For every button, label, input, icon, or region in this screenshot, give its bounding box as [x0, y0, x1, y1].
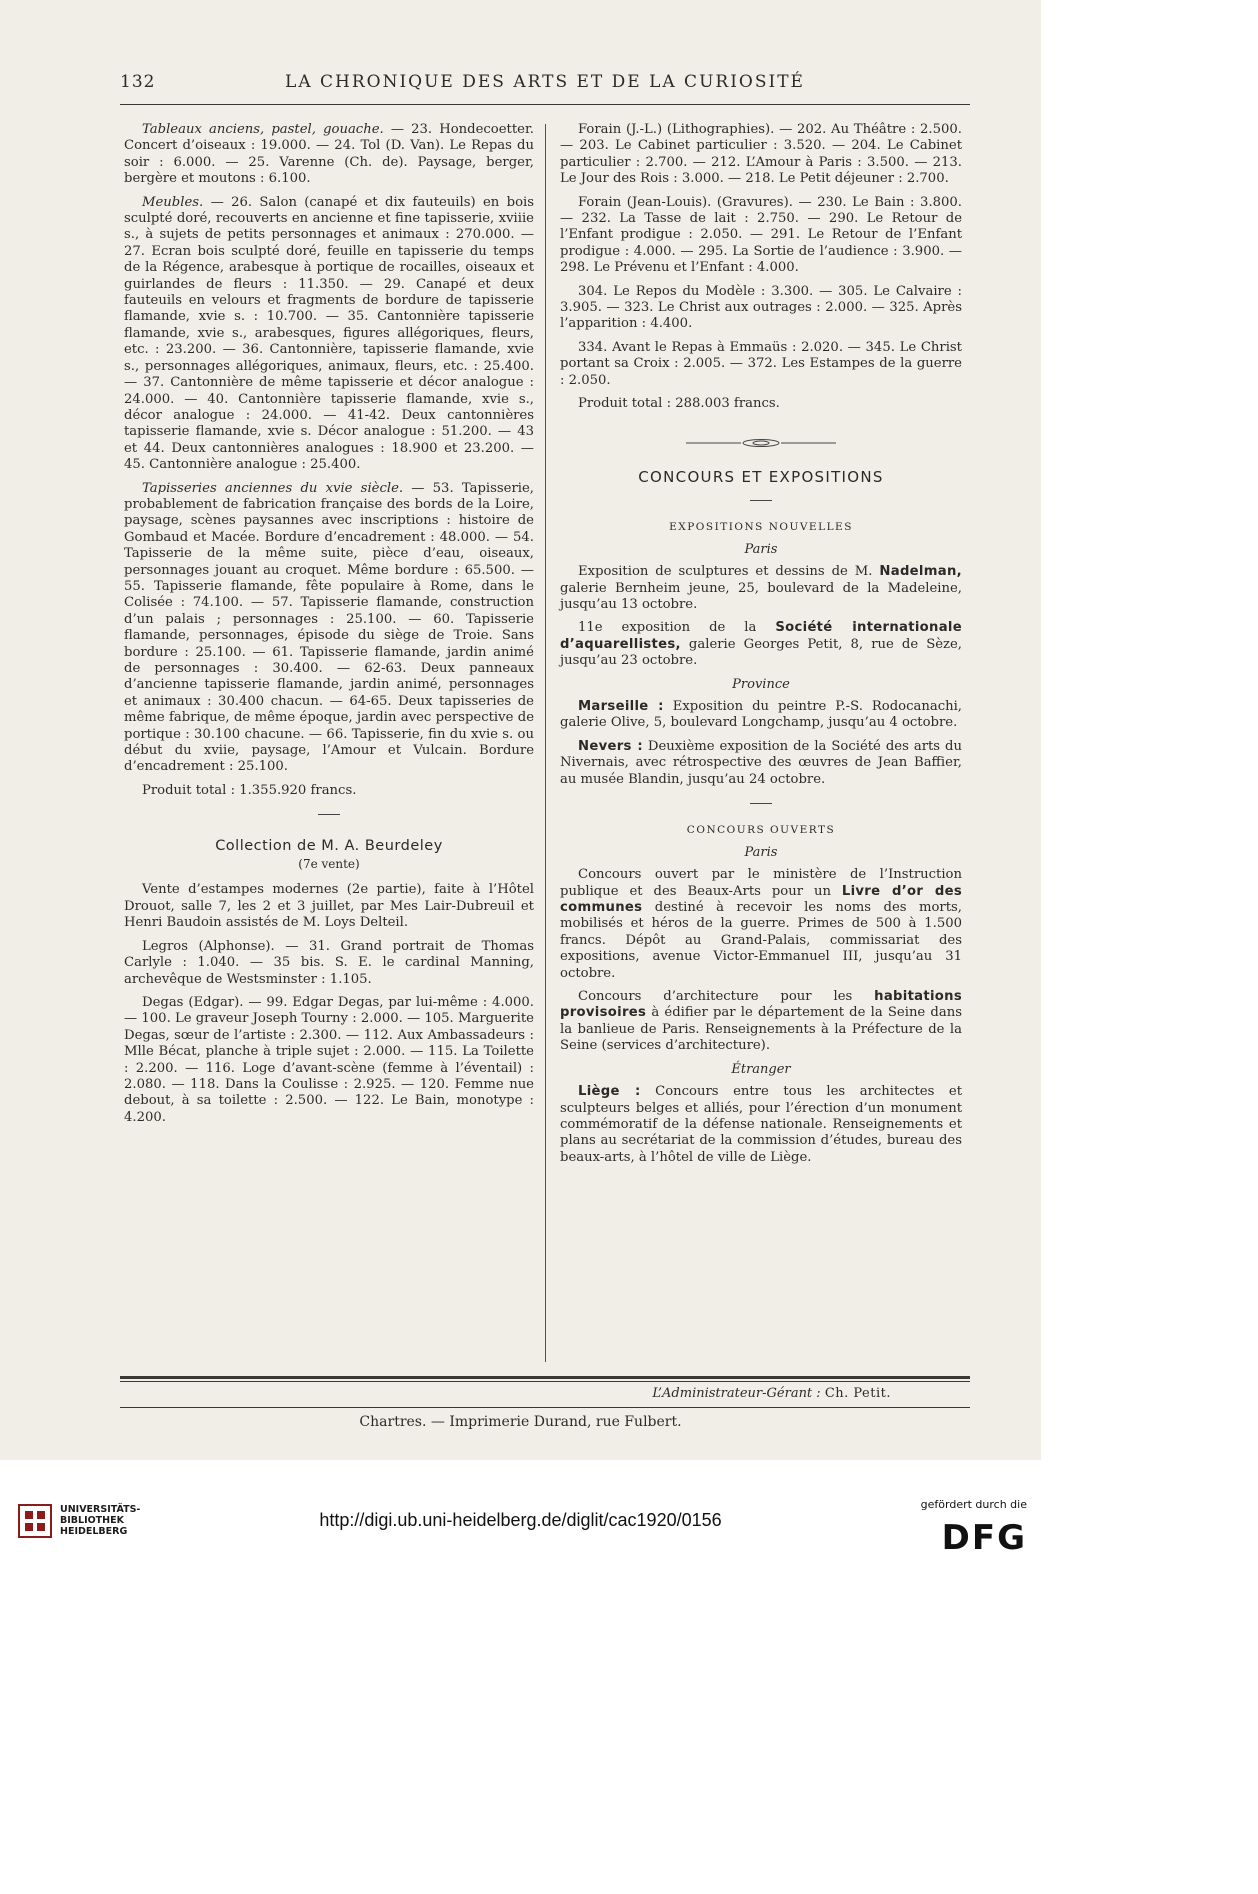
name-nadelman: Nadelman,	[879, 564, 962, 580]
manager-line	[652, 1386, 891, 1401]
paragraph-degas: Degas (Edgar). — 99. Edgar Degas, par lui-même : 4.000. — 100. Le graveur Joseph Tourny : 2.000. — 105. Marguerite Degas, sœur de l’artiste : 2.300. — 112. Aux Ambassadeurs : Mlle Bécat, planche à triple sujet : 2.000. — 115. La Toilette : 2.200. — 116. Loge d’avant-scène (femme à l’éventail) : 2.080. — 118. Dans la Coulisse : 2.925. — 120. Femme nue debout, à sa toilette : 2.500. — 122. Le Bain, monotype : 4.200.	[124, 994, 534, 1125]
paragraph-334: 334. Avant le Repas à Emmaüs : 2.020. — 345. Le Christ portant sa Croix : 2.005. — 372. Les Estampes de la guerre : 2.050.	[560, 339, 962, 388]
uni-line-2: BIBLIOTHEK	[60, 1515, 124, 1526]
text: galerie Bernheim jeune, 25, boulevard de la Madeleine, jusqu’au 13 octobre.	[560, 580, 962, 612]
separator-dash	[560, 796, 962, 812]
separator-dash	[560, 493, 962, 509]
entry-liege	[560, 1084, 962, 1166]
footer-rule-thin	[120, 1381, 970, 1382]
heading-paris-2: Paris	[744, 844, 778, 860]
entry-habitations	[560, 989, 962, 1055]
text-tapisseries: — 53. Tapisserie, probablement de fabrication française des bords de la Loire, paysage, scènes paysannes avec inscriptions : histoire de Gombaud et Macée. Bordure d’encadrement : 48.000. — 54. Tapisserie de la même suite, pièce d’eau, oiseaux, personnages jouant au croquet. Même bordure : 65.500. — 55. Tapisserie flamande, fête populaire à Rome, dans le Colisée : 74.100. — 57. Tapisserie flamande, construction d’un palais ; personnages : 25.100. — 60. Tapisserie flamande, personnages, épisode du siège de Troie. Sans bordure : 25.100. — 61. Tapisserie flamande, jardin animé de personnages : 30.400. — 62-63. Deux panneaux d’ancienne tapisserie flamande, jardin animé, personnages et animaux : 30.400 chacun. — 64-65. Deux tapisseries de même fabrique, de même époque, jardin avec perspective de portique : 30.100 chacune. — 66. Tapisserie, fin du xvie s. ou début du xviie, paysage, l’Amour et Vulcain. Bordure d’encadrement : 25.100.	[124, 480, 534, 775]
text: Concours entre tous les architectes et sculpteurs belges et alliés, pour l’érection d’un monument commémoratif de la défense nationale. Renseignements et plans au secrétariat de la commission d’études, bureau des beaux-arts, à l’hôtel de ville de Liège.	[560, 1084, 962, 1165]
text: Exposition du peintre P.-S. Rodocanachi, galerie Olive, 5, boulevard Longchamp, jusqu’au 4 octobre.	[560, 698, 962, 731]
text: destiné à recevoir les noms des morts, mobilisés et héros de la guerre. Primes de 500 à 1.500 francs. Dépôt au Grand-Palais, commissariat des expositions, avenue Victor-Emmanuel III, jusqu’au 31 octobre.	[560, 900, 962, 981]
lead-meubles: Meubles.	[142, 194, 204, 210]
paragraph-forain-litho: Forain (J.-L.) (Lithographies). — 202. Au Théâtre : 2.500. — 203. Le Cabinet particulier : 3.520. — 204. Le Cabinet particulier : 2.700. — 212. L’Amour à Paris : 3.500. — 213. Le Jour des Rois : 3.000. — 218. Le Petit déjeuner : 2.700.	[560, 122, 962, 187]
collection-title: Collection de M. A. Beurdeley	[215, 837, 443, 854]
paragraph-tapisseries	[124, 481, 534, 776]
running-title: LA CHRONIQUE DES ARTS ET DE LA CURIOSITÉ	[285, 72, 805, 92]
text-meubles: — 26. Salon (canapé et dix fauteuils) en bois sculpté doré, recouverts en ancienne et fine tapisserie, xviiie s., à sujets de petits personnages et animaux : 270.000. — 27. Ecran bois sculpté doré, feuille en tapisserie du temps de la Régence, arabesque à portique de rocailles, oiseaux et guirlandes de fleurs : 11.350. — 29. Canapé et deux fauteuils en velours et fragments de bordure de tapisserie flamande, xvie s. : 10.700. — 35. Cantonnière tapisserie flamande, xvie s., arabesques, figures allégoriques, fleurs, etc. : 23.200. — 36. Cantonnière, tapisserie flamande, xvie s., personnages allégoriques, animaux, fleurs, etc. : 25.400. — 37. Cantonnière de même tapisserie et décor analogue : 24.000. — 40. Cantonnière tapisserie flamande, xvie s., décor analogue : 24.000. — 41-42. Deux cantonnières tapisserie flamande, xvie s. Décor analogue : 51.200. — 43 et 44. Deux cantonnières analogues : 18.900 et 23.200. — 45. Cantonnière analogue : 25.400.	[124, 194, 534, 473]
paragraph-304: 304. Le Repos du Modèle : 3.300. — 305. Le Calvaire : 3.905. — 323. Le Christ aux outrages : 2.000. — 325. Après l’apparition : 4.400.	[560, 283, 962, 332]
printer-line: Chartres. — Imprimerie Durand, rue Fulbert.	[359, 1414, 682, 1430]
manager-label: L’Administrateur-Gérant :	[652, 1386, 825, 1401]
lead-tapisseries: Tapisseries anciennes du xvie siècle.	[142, 480, 404, 496]
text: galerie Georges Petit, 8, rue de Sèze, jusqu’au 23 octobre.	[560, 636, 962, 669]
footer-rule-bottom	[120, 1407, 970, 1408]
paragraph-legros: Legros (Alphonse). — 31. Grand portrait de Thomas Carlyle : 1.040. — 35 bis. S. E. le cardinal Manning, archevêque de Westsminster : 1.105.	[124, 938, 534, 987]
entry-marseille	[560, 699, 962, 732]
lead-tableaux: Tableaux anciens, pastel, gouache.	[142, 122, 384, 137]
collection-subtitle: (7e vente)	[298, 857, 360, 872]
right-column	[560, 122, 962, 1173]
paragraph-tableaux	[124, 122, 534, 188]
dfg-logo: DFG	[941, 1518, 1027, 1558]
footer-rule-thick	[120, 1376, 970, 1379]
entry-nevers	[560, 739, 962, 788]
header-rule	[120, 104, 970, 105]
page-number: 132	[120, 72, 156, 92]
left-column	[124, 122, 534, 1133]
text-tableaux: — 23. Hondecoetter. Concert d’oiseaux : 19.000. — 24. Tol (D. Van). Le Repas du soir : 6.000. — 25. Varenne (Ch. de). Paysage, berger, bergère et moutons : 6.100.	[124, 122, 534, 187]
heading-expositions-nouvelles: EXPOSITIONS NOUVELLES	[669, 521, 853, 534]
entry-nadelman	[560, 564, 962, 613]
text: Concours ouvert par le ministère de l’Instruction publique et des Beaux-Arts pour un	[560, 867, 962, 899]
heading-concours-ouverts: CONCOURS OUVERTS	[686, 824, 836, 837]
heading-etranger: Étranger	[731, 1061, 791, 1077]
column-separator	[545, 124, 546, 1362]
entry-livre-dor	[560, 867, 962, 982]
heading-paris: Paris	[744, 541, 778, 557]
entry-aquarellistes	[560, 620, 962, 669]
ornament-divider	[560, 435, 962, 451]
paragraph-forain-gravures: Forain (Jean-Louis). (Gravures). — 230. Le Bain : 3.800. — 232. La Tasse de lait : 2.750. — 290. Le Retour de l’Enfant prodigue : 2.050. — 291. Le Retour de l’Enfant prodigue : 4.000. — 295. La Sortie de l’audience : 3.900. — 298. Le Prévenu et l’Enfant : 4.000.	[560, 194, 962, 276]
uni-line-3: HEIDELBERG	[60, 1526, 128, 1537]
total-right: Produit total : 288.003 francs.	[578, 396, 780, 412]
text: Exposition de sculptures et dessins de M.	[578, 564, 880, 580]
library-strip	[0, 1460, 1041, 1568]
total-left: Produit total : 1.355.920 francs.	[142, 782, 357, 798]
city-marseille: Marseille :	[578, 698, 664, 714]
heading-province: Province	[732, 676, 790, 692]
page-header	[120, 72, 970, 100]
city-nevers: Nevers :	[578, 738, 643, 754]
city-liege: Liège :	[578, 1084, 641, 1100]
title-habitations: habitations provisoires	[560, 989, 962, 1021]
section-title-concours: CONCOURS ET EXPOSITIONS	[638, 467, 884, 486]
text: 11e exposition de la	[578, 620, 776, 636]
name-societe: Société internationale d’aquarellistes,	[560, 620, 962, 652]
source-url-link[interactable]: http://digi.ub.uni-heidelberg.de/diglit/cac1920/0156	[319, 1510, 722, 1530]
funder-label: gefördert durch die	[920, 1498, 1027, 1511]
text: Concours d’architecture pour les	[578, 989, 875, 1005]
uni-line-1: UNIVERSITÄTS-	[60, 1504, 141, 1515]
text: à édifier par le département de la Seine dans la banlieue de Paris. Renseignements à la Préfecture de la Seine (services d’architecture).	[560, 1005, 962, 1054]
title-livre-dor: Livre d’or des communes	[560, 883, 962, 916]
separator-dash	[124, 807, 534, 823]
paragraph-vente: Vente d’estampes modernes (2e partie), faite à l’Hôtel Drouot, salle 7, les 2 et 3 juillet, par Mes Lair-Dubreuil et Henri Baudoin assistés de M. Loys Delteil.	[124, 882, 534, 931]
paragraph-meubles	[124, 195, 534, 474]
text: Deuxième exposition de la Société des arts du Nivernais, avec rétrospective des œuvres de Jean Baffier, au musée Blandin, jusqu’au 24 octobre.	[560, 738, 962, 787]
manager-name: Ch. Petit.	[824, 1386, 891, 1401]
